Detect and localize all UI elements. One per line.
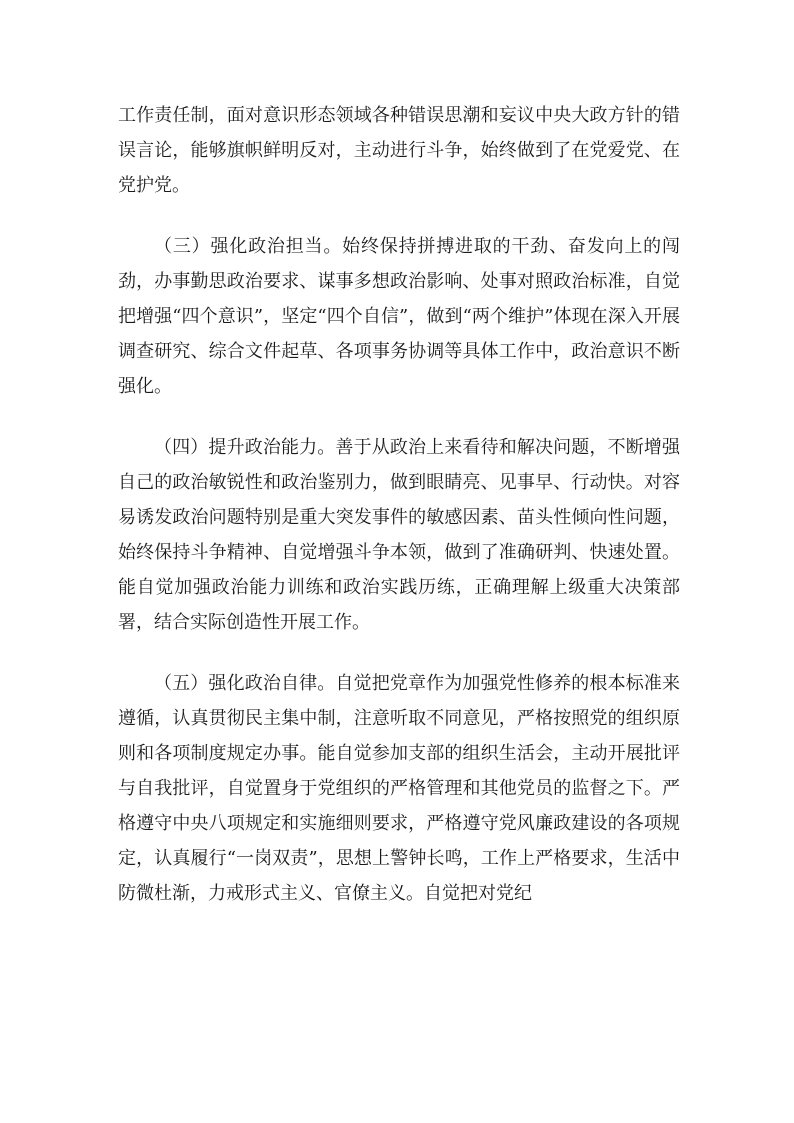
paragraph-4: （五）强化政治自律。自觉把党章作为加强党性修养的根本标准来遵循，认真贯彻民主集中制，注意听取不同意见，严格按照党的组织原则和各项制度规定办事。能自觉参加支部的组织生活会，主动开展批评与自我批评，自觉置身于党组织的严格管理和其他党员的监督之下。严格遵守中央八项规定和实施细则要求，严格遵守党风廉政建设的各项规定，认真履行“一岗双责”，思想上警钟长鸣，工作上严格要求，生活中防微杜渐，力戒形式主义、官僚主义。自觉把对党纪 bbox=[118, 673, 680, 904]
document-body bbox=[118, 98, 680, 937]
paragraph-2: （三）强化政治担当。始终保持拼搏进取的干劲、奋发向上的闯劲，办事勤思政治要求、谋事多想政治影响、处事对照政治标准，自觉把增强“四个意识”，坚定“四个自信”，做到“两个维护”体现在深入开展调查研究、综合文件起草、各项事务协调等具体工作中，政治意识不断强化。 bbox=[118, 236, 680, 397]
paragraph-1: 工作责任制，面对意识形态领域各种错误思潮和妄议中央大政方针的错误言论，能够旗帜鲜明反对，主动进行斗争，始终做到了在党爱党、在党护党。 bbox=[118, 105, 680, 196]
paragraph-3: （四）提升政治能力。善于从政治上来看待和解决问题，不断增强自己的政治敏锐性和政治鉴别力，做到眼睛亮、见事早、行动快。对容易诱发政治问题特别是重大突发事件的敏感因素、苗头性倾向性问题，始终保持斗争精神、自觉增强斗争本领，做到了准确研判、快速处置。能自觉加强政治能力训练和政治实践历练，正确理解上级重大决策部署，结合实际创造性开展工作。 bbox=[118, 437, 680, 633]
